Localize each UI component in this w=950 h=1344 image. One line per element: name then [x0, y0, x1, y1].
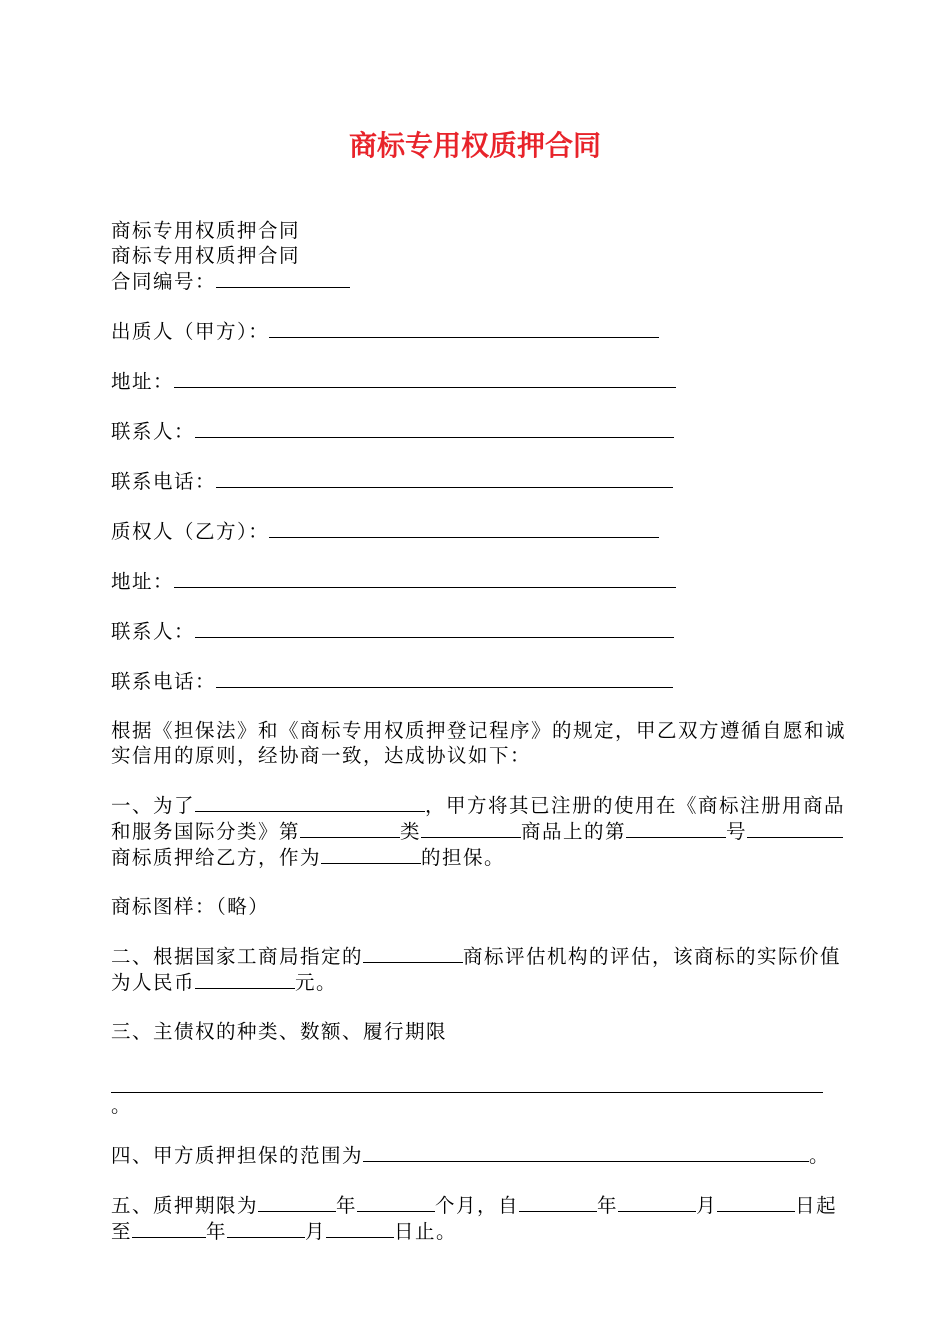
party-a-contact-line — [111, 418, 846, 444]
trademark-blank — [747, 818, 843, 838]
contact-label: 联系人： — [111, 620, 196, 643]
clause-2 — [111, 943, 846, 995]
clause-3: 三、主债权的种类、数额、履行期限 — [111, 1020, 448, 1043]
clause-1-text: 的担保。 — [421, 846, 506, 869]
party-b-blank — [269, 518, 659, 538]
contract-number-line — [111, 268, 846, 294]
party-b-label: 质权人（乙方）： — [111, 520, 270, 543]
clause-1-text: 一、为了 — [111, 794, 196, 817]
phone-blank — [216, 468, 673, 488]
contact-blank — [195, 418, 674, 438]
clause-5-text: 月 — [305, 1220, 327, 1243]
clause-5-text: 日止。 — [394, 1220, 458, 1243]
party-a-line — [111, 318, 846, 344]
clause-5-text: 年 — [336, 1194, 358, 1217]
party-a-blank — [269, 318, 659, 338]
purpose-blank — [195, 792, 425, 812]
clause-1-text: 商品上的第 — [521, 820, 627, 843]
clause-2-text: 商标评估机构的评估，该商标的实际价值为人民币 — [111, 945, 842, 994]
clause-5 — [111, 1192, 846, 1244]
start-month-blank — [618, 1192, 696, 1212]
value-blank — [195, 969, 295, 989]
end-month-blank — [227, 1218, 305, 1238]
clause-2-text: 二、根据国家工商局指定的 — [111, 945, 364, 968]
clause-5-text: 起至 — [111, 1194, 838, 1243]
clause-3-blank — [111, 1068, 823, 1093]
subtitle-line: 商标专用权质押合同 — [111, 219, 301, 242]
address-label: 地址： — [111, 570, 175, 593]
clause-5-text: 五、质押期限为 — [111, 1194, 259, 1217]
clause-4-text: 四、甲方质押担保的范围为 — [111, 1144, 364, 1167]
clause-5-text: 个月，自 — [435, 1194, 520, 1217]
clause-1-text: 号 — [726, 820, 748, 843]
start-year-blank — [519, 1192, 597, 1212]
appraisal-agency-blank — [363, 943, 463, 963]
preamble-paragraph: 根据《担保法》和《商标专用权质押登记程序》的规定，甲乙双方遵循自愿和诚实信用的原则，经协商一致，达成协议如下： — [111, 719, 847, 767]
contact-blank — [195, 618, 674, 638]
document-body — [111, 218, 846, 1244]
clause-3-end: 。 — [111, 1094, 133, 1117]
clause-4-text: 。 — [809, 1144, 831, 1167]
clause-1-text: 商标质押给乙方，作为 — [111, 846, 322, 869]
party-a-address-line — [111, 368, 846, 394]
party-b-phone-line — [111, 668, 846, 694]
phone-label: 联系电话： — [111, 470, 217, 493]
phone-label: 联系电话： — [111, 670, 217, 693]
trademark-sample-line: 商标图样：（略） — [111, 895, 270, 918]
clause-5-text: 月 — [696, 1194, 718, 1217]
class-blank — [300, 818, 400, 838]
guarantee-blank — [321, 844, 421, 864]
clause-5-text: 年 — [597, 1194, 619, 1217]
contract-number-label: 合同编号： — [111, 270, 217, 293]
address-label: 地址： — [111, 370, 175, 393]
party-b-address-line — [111, 568, 846, 594]
registration-number-blank — [626, 818, 726, 838]
party-a-phone-line — [111, 468, 846, 494]
clause-5-text: 日 — [795, 1194, 817, 1217]
scope-blank — [363, 1142, 809, 1162]
document-title: 商标专用权质押合同 — [348, 129, 601, 162]
end-year-blank — [132, 1218, 206, 1238]
clause-5-text: 年 — [206, 1220, 228, 1243]
party-a-label: 出质人（甲方）： — [111, 320, 270, 343]
address-blank — [174, 568, 676, 588]
start-day-blank — [717, 1192, 795, 1212]
party-b-line — [111, 518, 846, 544]
clause-2-text: 元。 — [295, 971, 338, 994]
years-blank — [258, 1192, 336, 1212]
clause-1 — [111, 792, 846, 870]
clause-1-text: ，甲方将其已注册的使用在《商标注册用商品和服务国际分类》第 — [111, 794, 846, 843]
subtitle-line: 商标专用权质押合同 — [111, 244, 301, 267]
clause-4 — [111, 1142, 846, 1168]
clause-1-text: 类 — [400, 820, 422, 843]
party-b-contact-line — [111, 618, 846, 644]
end-day-blank — [326, 1218, 394, 1238]
contact-label: 联系人： — [111, 420, 196, 443]
goods-blank — [421, 818, 521, 838]
address-blank — [174, 368, 676, 388]
phone-blank — [216, 668, 673, 688]
months-blank — [357, 1192, 435, 1212]
contract-number-blank — [216, 268, 350, 288]
